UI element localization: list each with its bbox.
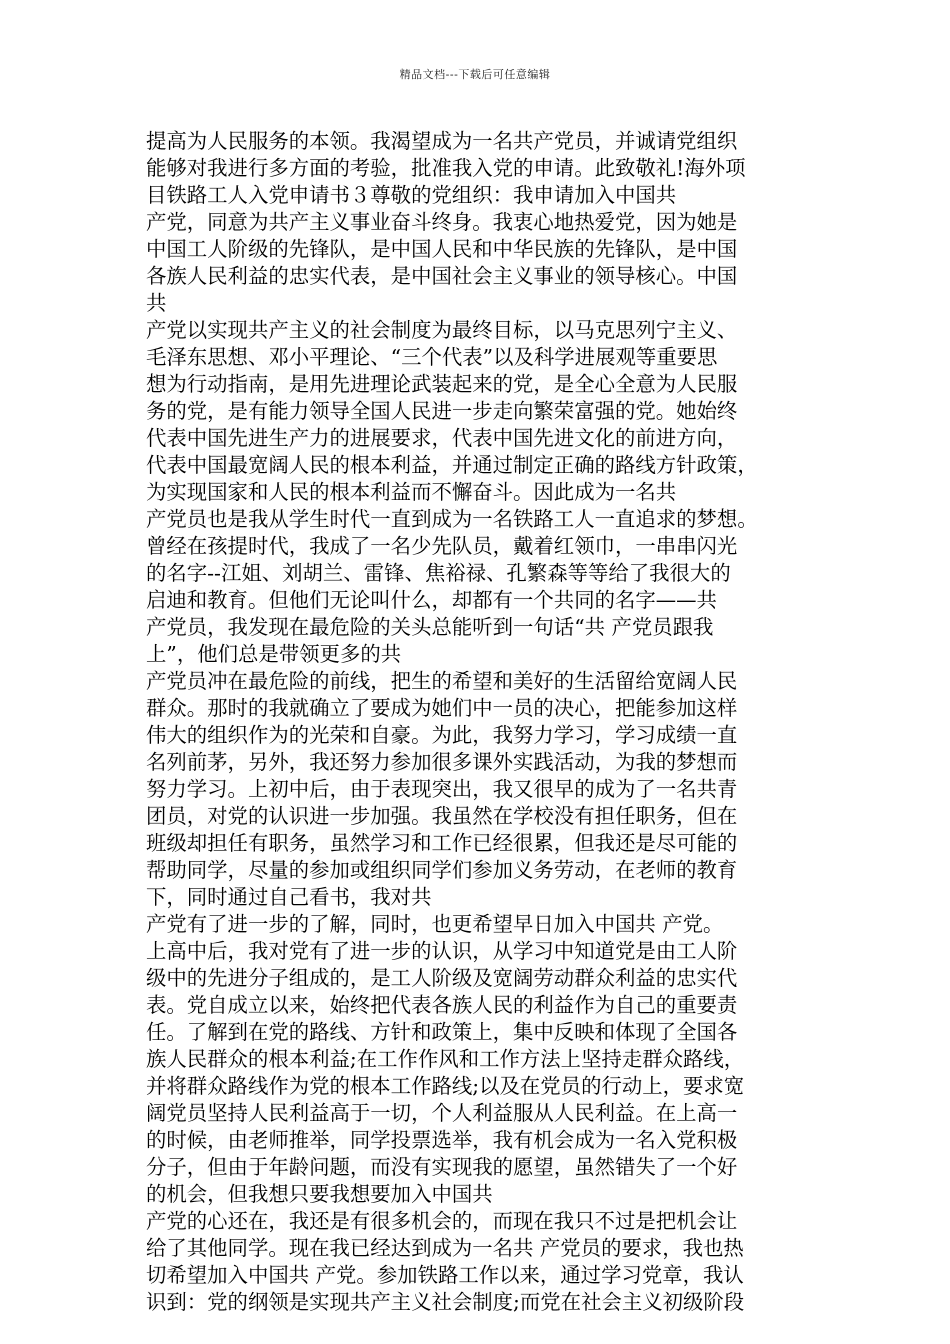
text-line: 级中的先进分子组成的，是工人阶级及宽阔劳动群众利益的忠实代 [146,966,738,990]
text-line: 帮助同学，尽量的参加或组织同学们参加义务劳动，在老师的教育 [146,858,738,882]
text-line: 的时候，由老师推举，同学投票选举，我有机会成为一名入党积极 [146,1128,738,1152]
text-line: 的名字--江姐、刘胡兰、雷锋、焦裕禄、孔繁森等等给了我很大的 [146,561,731,585]
text-line: 启迪和教育。但他们无论叫什么，却都有一个共同的名字——共 [146,588,717,612]
text-line: 给了其他同学。现在我已经达到成为一名共 产党员的要求，我也热 [146,1236,744,1260]
text-line: 识到：党的纲领是实现共产主义社会制度;而党在社会主义初级阶段 [146,1290,745,1314]
text-line: 班级却担任有职务，虽然学习和工作已经很累，但我还是尽可能的 [146,831,738,855]
text-line: 上高中后，我对党有了进一步的认识，从学习中知道党是由工人阶 [146,939,738,963]
text-line: 产党以实现共产主义的社会制度为最终目标，以马克思列宁主义、 [146,318,738,342]
text-line: 产党员也是我从学生时代一直到成为一名铁路工人一直追求的梦想。 [146,507,758,531]
page-header: 精品文档---下载后可任意编辑 [399,68,551,81]
text-line: 目铁路工人入党申请书３尊敬的党组织：我申请加入中国共 [146,183,677,207]
text-line: 族人民群众的根本利益;在工作作风和工作方法上坚持走群众路线， [146,1047,745,1071]
text-line: 表。党自成立以来，始终把代表各族人民的利益作为自己的重要责 [146,993,738,1017]
text-line: 下，同时通过自己看书，我对共 [146,885,432,909]
text-line: 能够对我进行多方面的考验，批准我入党的申请。此致敬礼!海外项 [146,156,746,180]
text-line: 产党员，我发现在最危险的关头总能听到一句话“共 产党员跟我 [146,615,714,639]
text-line: 提高为人民服务的本领。我渴望成为一名共产党员，并诚请党组织 [146,129,738,153]
text-line: 毛泽东思想、邓小平理论、“三个代表”以及科学进展观等重要思 [146,345,718,369]
text-line: 代表中国最宽阔人民的根本利益，并通过制定正确的路线方针政策， [146,453,758,477]
text-line: 团员，对党的认识进一步加强。我虽然在学校没有担任职务，但在 [146,804,738,828]
text-line: 群众。那时的我就确立了要成为她们中一员的决心，把能参加这样 [146,696,738,720]
text-line: 产党有了进一步的了解，同时，也更希望早日加入中国共 产党。 [146,912,724,936]
text-line: 名列前茅，另外，我还努力参加很多课外实践活动，为我的梦想而 [146,750,738,774]
text-line: 任。了解到在党的路线、方针和政策上，集中反映和体现了全国各 [146,1020,738,1044]
text-line: 产党的心还在，我还是有很多机会的，而现在我只不过是把机会让 [146,1209,738,1233]
text-line: 努力学习。上初中后，由于表现突出，我又很早的成为了一名共青 [146,777,738,801]
text-line: 的机会，但我想只要我想要加入中国共 [146,1182,493,1206]
text-line: 并将群众路线作为党的根本工作路线;以及在党员的行动上，要求宽 [146,1074,745,1098]
text-line: 中国工人阶级的先锋队，是中国人民和中华民族的先锋队，是中国 [146,237,738,261]
text-line: 伟大的组织作为的光荣和自豪。为此，我努力学习，学习成绩一直 [146,723,738,747]
text-line: 务的党，是有能力领导全国人民进一步走向繁荣富强的党。她始终 [146,399,738,423]
text-line: 阔党员坚持人民利益高于一切，个人利益服从人民利益。在上高一 [146,1101,738,1125]
text-line: 产党，同意为共产主义事业奋斗终身。我衷心地热爱党，因为她是 [146,210,738,234]
text-line: 代表中国先进生产力的进展要求，代表中国先进文化的前进方向， [146,426,738,450]
text-line: 切希望加入中国共 产党。参加铁路工作以来，通过学习党章，我认 [146,1263,744,1287]
text-line: 曾经在孩提时代，我成了一名少先队员，戴着红领巾，一串串闪光 [146,534,738,558]
text-line: 上”，他们总是带领更多的共 [146,642,402,666]
text-line: 为实现国家和人民的根本利益而不懈奋斗。因此成为一名共 [146,480,677,504]
text-line: 产党员冲在最危险的前线，把生的希望和美好的生活留给宽阔人民 [146,669,738,693]
text-line: 共 [146,291,167,315]
text-line: 想为行动指南，是用先进理论武装起来的党，是全心全意为人民服 [146,372,738,396]
document-body [146,128,820,1316]
text-line: 各族人民利益的忠实代表，是中国社会主义事业的领导核心。中国 [146,264,738,288]
text-line: 分子，但由于年龄问题，而没有实现我的愿望，虽然错失了一个好 [146,1155,738,1179]
